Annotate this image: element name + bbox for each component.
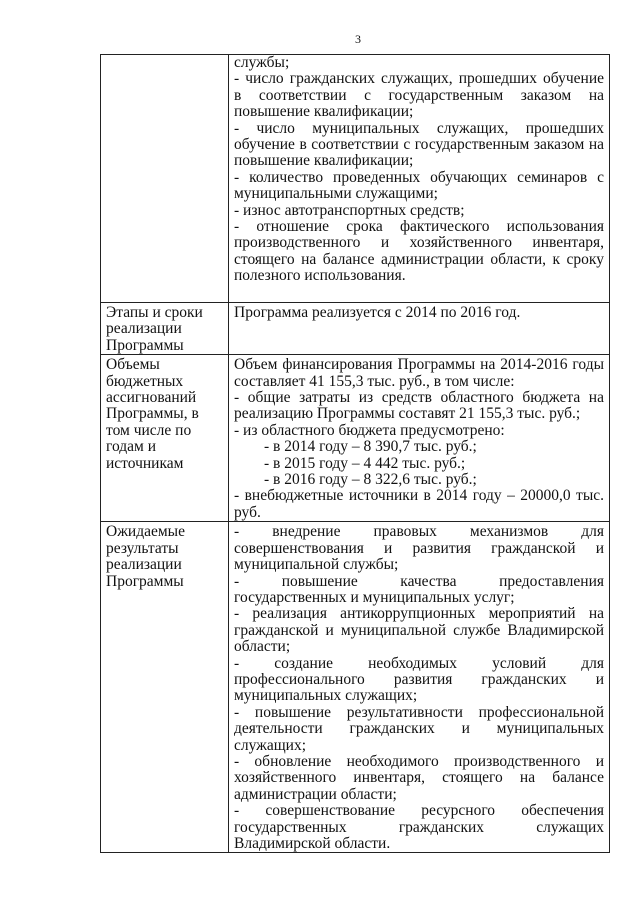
content-line: - внебюджетные источники в 2014 году – 20000,0 тыс. руб. bbox=[234, 487, 604, 521]
content-line: - повышение результативности профессиональной деятельности гражданских и муниципальных служащих; bbox=[234, 703, 604, 754]
content-line: Объем финансирования Программы на 2014-2016 годы составляет 41 155,3 тыс. руб., в том числе: bbox=[234, 356, 604, 390]
content-line: - общие затраты из средств областного бюджета на реализацию Программы составят 21 155,3 тыс. руб.; bbox=[234, 389, 604, 423]
content-line: - в 2015 году – 4 442 тыс. руб.; bbox=[264, 454, 466, 472]
content-line: Программа реализуется с 2014 по 2016 год. bbox=[234, 304, 521, 321]
content-line: - количество проведенных обучающих семинаров с муниципальными служащими; bbox=[234, 168, 604, 203]
content-line: - отношение срока фактического использования производственного и хозяйственного инвентаря, стоящего на балансе администрации области, к сроку полезного использования. bbox=[234, 218, 604, 285]
table-row-funding bbox=[101, 355, 610, 522]
content-line: - обновление необходимого производственного и хозяйственного инвентаря, стоящего на балансе администрации области; bbox=[234, 752, 604, 803]
table-row-stages bbox=[101, 303, 610, 355]
content-line: - совершенствование ресурсного обеспечения государственных гражданских служащих Владимирской области. bbox=[234, 802, 604, 852]
row-label: Ожидаемые результаты реализации Программы bbox=[101, 522, 229, 853]
content-line: - реализация антикоррупционных мероприятий на гражданской и муниципальной службе Владимирской области; bbox=[234, 605, 604, 656]
row-label bbox=[101, 55, 229, 303]
content-line: службы; bbox=[234, 54, 290, 71]
content-line: - число гражданских служащих, прошедших обучение в соответствии с государственным заказом на повышение квалификации; bbox=[234, 70, 604, 121]
content-line: - внедрение правовых механизмов для совершенствования и развития гражданской и муниципальной службы; bbox=[234, 523, 604, 574]
content-line: - из областного бюджета предусмотрено: bbox=[234, 421, 505, 439]
content-line: - число муниципальных служащих, прошедших обучение в соответствии с государственным заказом на повышение квалификации; bbox=[234, 119, 604, 170]
content-line: - износ автотранспортных средств; bbox=[234, 201, 465, 219]
table-row-indicators bbox=[101, 55, 610, 303]
page-number: 3 bbox=[355, 32, 361, 46]
row-label: Объемы бюджетных ассигнований Программы, в том числе по годам и источникам bbox=[101, 355, 229, 522]
program-passport-table bbox=[100, 54, 610, 853]
table-row-results bbox=[101, 522, 610, 853]
content-line: - в 2014 году – 8 390,7 тыс. руб.; bbox=[264, 438, 477, 456]
row-label: Этапы и сроки реализации Программы bbox=[101, 303, 229, 355]
row-content bbox=[229, 522, 610, 853]
row-content bbox=[229, 303, 610, 355]
content-line: - создание необходимых условий для профессионального развития гражданских и муниципальных служащих; bbox=[234, 654, 604, 705]
content-line: - в 2016 году – 8 322,6 тыс. руб.; bbox=[264, 471, 477, 489]
content-line: - повышение качества предоставления государственных и муниципальных услуг; bbox=[234, 572, 604, 606]
row-content bbox=[229, 55, 610, 303]
row-content bbox=[229, 355, 610, 522]
